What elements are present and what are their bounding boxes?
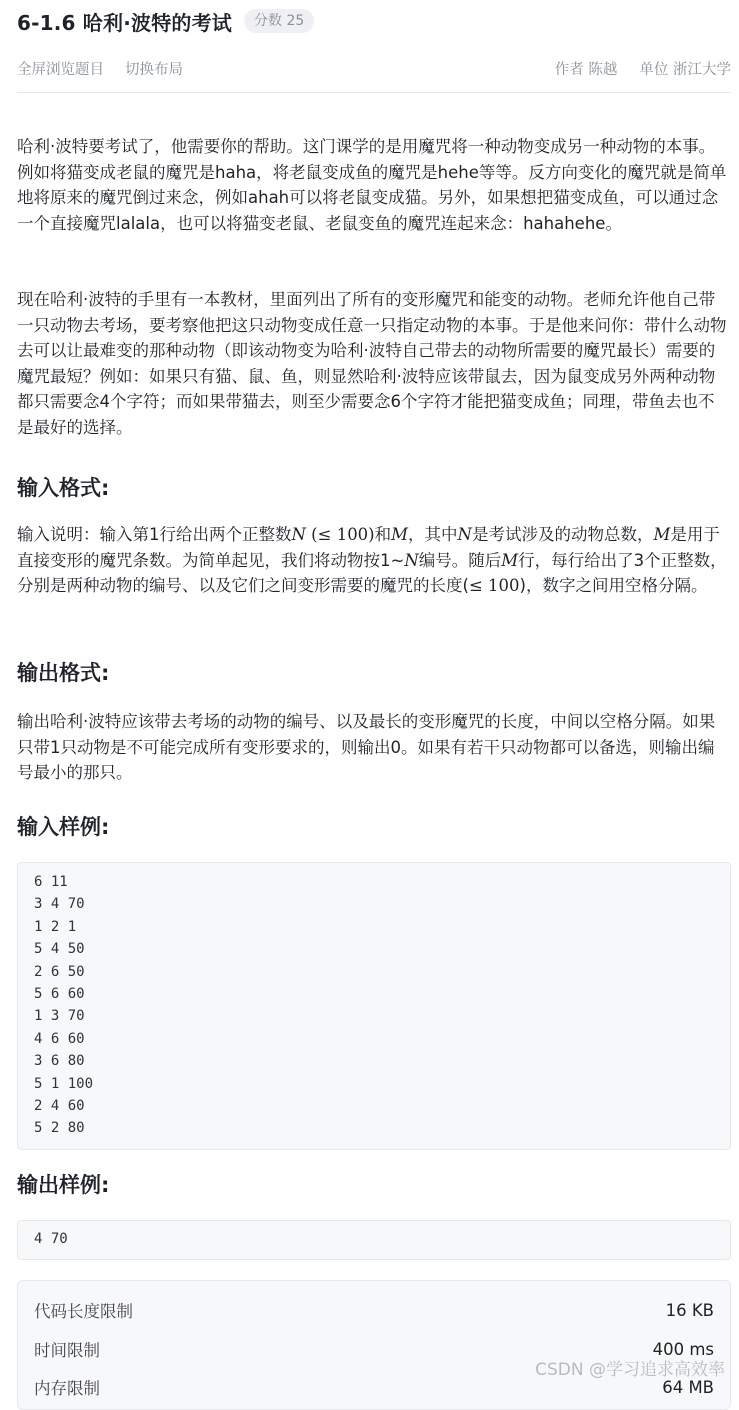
header-divider xyxy=(17,92,731,93)
unit-info: 单位 浙江大学 xyxy=(639,61,731,78)
output-format-heading: 输出格式: xyxy=(17,661,110,685)
input-format-heading: 输入格式: xyxy=(17,476,110,500)
problem-meta-bar xyxy=(17,56,731,80)
fullscreen-view-link[interactable]: 全屏浏览题目 xyxy=(17,61,104,78)
problem-header xyxy=(17,6,314,36)
input-format-text: 输入说明：输入第1行给出两个正整数N (≤ 100)和M，其中N是考试涉及的动物总数，M是用于直接变形的魔咒条数。为简单起见，我们将动物按1~N编号。随后M行，每行给出了3个正整数，分别是两种动物的编号、以及它们之间变形需要的魔咒的长度(≤ 100)，数字之间用空格分隔。 xyxy=(17,525,727,596)
csdn-watermark: CSDN @学习追求高效率 xyxy=(535,1360,725,1380)
time-limit-label: 时间限制 xyxy=(34,1341,100,1360)
switch-layout-link[interactable]: 切换布局 xyxy=(125,61,183,78)
memory-limit-label: 内存限制 xyxy=(34,1379,100,1398)
score-badge: 分数 25 xyxy=(244,9,314,33)
limits-panel xyxy=(17,1280,731,1410)
sample-input-heading: 输入样例: xyxy=(17,815,110,839)
sample-output-code: 4 70 xyxy=(34,1231,68,1247)
description-paragraph-2: 现在哈利·波特的手里有一本教材，里面列出了所有的变形魔咒和能变的动物。老师允许他自己带一只动物去考场，要考察他把这只动物变成任意一只指定动物的本事。于是他来问你：带什么动物去可以让最难变的那种动物（即该动物变为哈利·波特自己带去的动物所需要的魔咒最长）需要的魔咒最短？例如：如果只有猫、鼠、鱼，则显然哈利·波特应该带鼠去，因为鼠变成另外两种动物都只需要念4个字符；而如果带猫去，则至少需要念6个字符才能把猫变成鱼；同理，带鱼去也不是最好的选择。 xyxy=(17,290,727,437)
time-limit-value: 400 ms xyxy=(652,1339,714,1359)
sample-input-code: 6 11 3 4 70 1 2 1 5 4 50 2 6 50 5 6 60 1 3 70 4 6 60 3 6 80 5 1 100 2 4 60 5 2 80 xyxy=(34,874,94,1137)
sample-input-code-block[interactable] xyxy=(17,862,731,1150)
output-format-text: 输出哈利·波特应该带去考场的动物的编号、以及最长的变形魔咒的长度，中间以空格分隔。如果只带1只动物是不可能完成所有变形要求的，则输出0。如果有若干只动物都可以备选，则输出编号最小的那只。 xyxy=(17,712,716,783)
code-length-label: 代码长度限制 xyxy=(34,1302,133,1321)
sample-output-heading: 输出样例: xyxy=(17,1173,110,1197)
memory-limit-value: 64 MB xyxy=(662,1377,714,1397)
problem-title: 6-1.6 哈利·波特的考试 xyxy=(17,10,233,35)
sample-output-code-block[interactable] xyxy=(17,1220,731,1260)
description-paragraph-1: 哈利·波特要考试了，他需要你的帮助。这门课学的是用魔咒将一种动物变成另一种动物的本事。例如将猫变成老鼠的魔咒是haha，将老鼠变成鱼的魔咒是hehe等等。反方向变化的魔咒就是简单地将原来的魔咒倒过来念，例如ahah可以将老鼠变成猫。另外，如果想把猫变成鱼，可以通过念一个直接魔咒lalala，也可以将猫变老鼠、老鼠变鱼的魔咒连起来念：hahahehe。 xyxy=(17,137,727,233)
author-info: 作者 陈越 xyxy=(554,61,618,78)
code-length-value: 16 KB xyxy=(665,1300,714,1320)
code-length-limit-row xyxy=(34,1297,714,1323)
